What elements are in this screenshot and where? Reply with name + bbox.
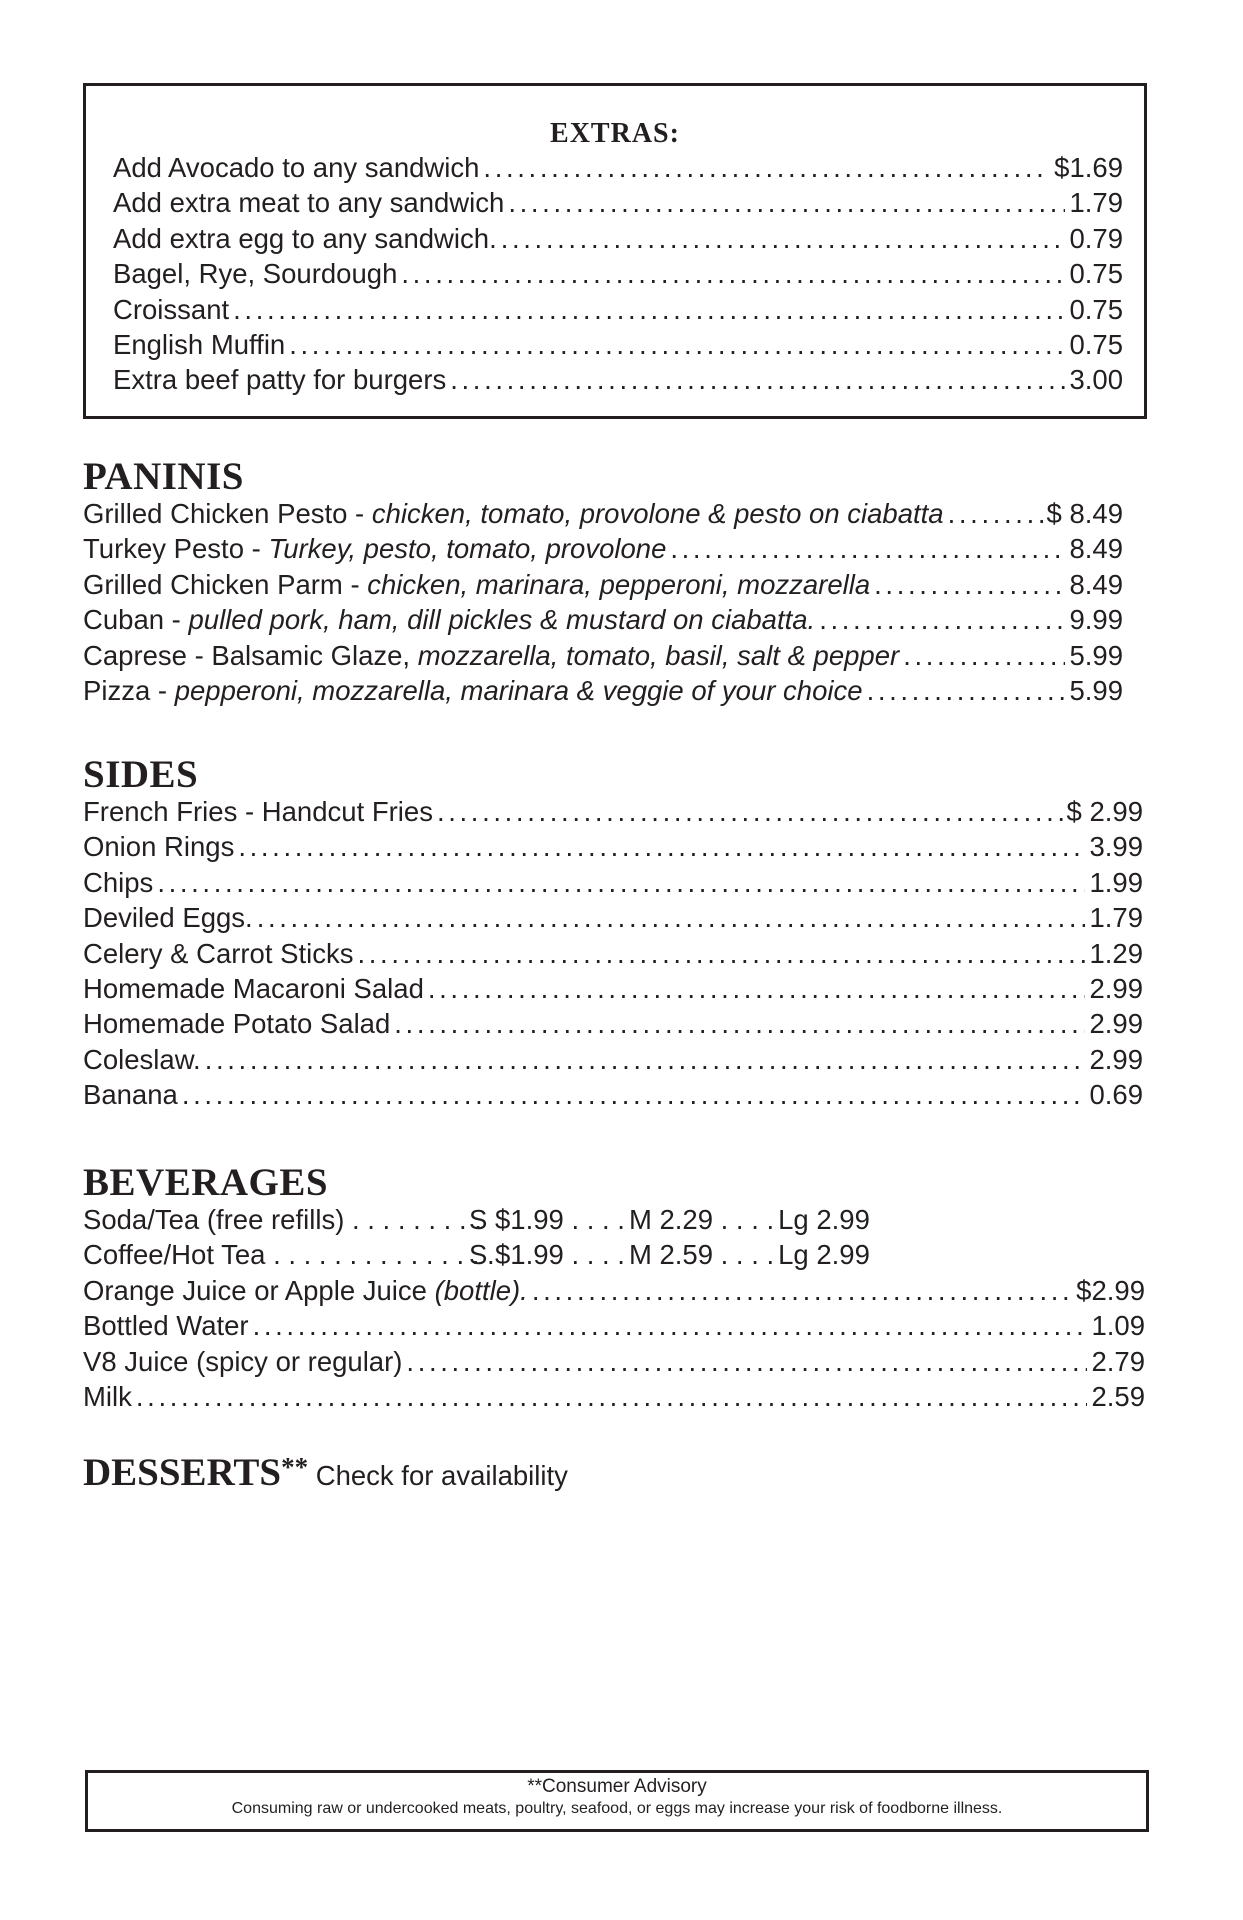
list-item	[83, 831, 1143, 866]
item-name: Milk	[83, 1380, 132, 1412]
item-price: 3.99	[1089, 831, 1143, 863]
item-name: Cuban - pulled pork, ham, dill pickles & mustard on ciabatta.	[83, 604, 816, 636]
price-medium: M 2.29 . . . .	[628, 1204, 775, 1235]
desserts-heading	[83, 1450, 568, 1495]
sides-list	[83, 796, 1143, 1115]
price-small: S $1.99 . . . .	[469, 1239, 625, 1271]
item-name: Grilled Chicken Parm - chicken, marinara, pepperoni, mozzarella	[83, 568, 871, 600]
section-title-desserts: DESSERTS	[83, 1451, 282, 1494]
leader-dots	[903, 640, 1065, 672]
leader-dots	[670, 533, 1065, 565]
item-name: Homemade Macaroni Salad	[83, 972, 424, 1004]
list-item	[83, 640, 1123, 675]
item-price: 0.75	[1069, 258, 1123, 290]
item-name: Deviled Eggs.	[83, 902, 253, 934]
item-price: 0.75	[1069, 293, 1123, 325]
item-price: 1.29	[1089, 937, 1143, 969]
list-item	[83, 1204, 1145, 1239]
extras-box	[83, 83, 1147, 419]
item-price: 2.99	[1089, 1008, 1143, 1040]
item-price: $ 2.99	[1066, 796, 1143, 827]
item-name: Onion Rings	[83, 831, 235, 863]
list-item	[83, 1275, 1145, 1310]
item-price: 8.49	[1069, 533, 1123, 565]
list-item	[83, 1079, 1143, 1114]
item-name: Bagel, Rye, Sourdough	[113, 258, 398, 290]
consumer-advisory-box	[85, 1770, 1149, 1832]
item-price: $ 8.49	[1046, 498, 1123, 529]
list-item	[113, 223, 1123, 258]
item-price: 2.79	[1091, 1345, 1145, 1377]
advisory-text: Consuming raw or undercooked meats, poultry, seafood, or eggs may increase your risk of foodborne illness.	[231, 1800, 1003, 1817]
leader-dots	[205, 1044, 1086, 1076]
item-price: 0.79	[1069, 222, 1123, 254]
leader-dots	[867, 675, 1066, 707]
price-large: Lg 2.99	[778, 1239, 870, 1271]
leader-dots	[157, 867, 1085, 899]
item-name: Coffee/Hot Tea . . . . . . . . . . . . . . .	[83, 1239, 495, 1271]
list-item	[83, 867, 1143, 902]
list-item	[83, 1044, 1143, 1079]
item-description: mozzarella, tomato, basil, salt & pepper	[417, 639, 900, 671]
price-large: Lg 2.99	[778, 1204, 870, 1235]
list-item	[83, 1239, 1145, 1274]
item-name: Bottled Water	[83, 1310, 249, 1342]
list-item	[113, 294, 1123, 329]
item-name: French Fries - Handcut Fries	[83, 796, 433, 827]
leader-dots	[401, 258, 1065, 290]
leader-dots	[501, 223, 1066, 255]
item-name: Chips	[83, 866, 154, 898]
list-item	[83, 569, 1123, 604]
leader-dots	[289, 329, 1065, 361]
item-name: Turkey Pesto - Turkey, pesto, tomato, provolone	[83, 533, 667, 565]
section-title-paninis: PANINIS	[83, 455, 244, 498]
list-item	[83, 533, 1123, 568]
item-price: 0.75	[1069, 328, 1123, 360]
list-item	[83, 796, 1143, 831]
item-price: 3.00	[1069, 364, 1123, 396]
item-name: V8 Juice (spicy or regular)	[83, 1345, 403, 1377]
leader-dots	[428, 973, 1086, 1005]
item-description: Turkey, pesto, tomato, provolone	[268, 533, 667, 565]
list-item	[113, 187, 1123, 222]
leader-dots	[394, 1008, 1085, 1040]
leader-dots	[182, 1079, 1086, 1111]
leader-dots	[532, 1275, 1072, 1307]
item-price: 2.59	[1091, 1380, 1145, 1412]
list-item	[113, 329, 1123, 364]
item-name: Celery & Carrot Sticks	[83, 937, 354, 969]
leader-dots	[948, 498, 1043, 530]
price-medium: M 2.59 . . . .	[628, 1239, 775, 1271]
list-item	[83, 675, 1123, 710]
item-name: Extra beef patty for burgers	[113, 364, 447, 396]
list-item	[83, 604, 1123, 639]
item-name: Croissant	[113, 293, 230, 325]
beverages-list	[83, 1204, 1145, 1416]
item-description: pulled pork, ham, dill pickles & mustard on ciabatta.	[188, 604, 816, 636]
leader-dots	[450, 364, 1065, 396]
item-price: 1.99	[1089, 866, 1143, 898]
item-price: 0.69	[1089, 1079, 1143, 1111]
item-description: chicken, tomato, provolone & pesto on ciabatta	[371, 498, 944, 529]
item-price: $2.99	[1076, 1274, 1145, 1306]
price-small: S $1.99 . . . .	[469, 1204, 625, 1235]
list-item	[83, 1310, 1145, 1345]
item-description: chicken, marinara, pepperoni, mozzarella	[367, 568, 871, 600]
leader-dots	[819, 604, 1065, 636]
item-price: 5.99	[1069, 674, 1123, 706]
paninis-list	[83, 498, 1123, 710]
leader-dots	[357, 938, 1085, 970]
advisory-title: **Consumer Advisory	[527, 1776, 707, 1797]
item-name: Add Avocado to any sandwich	[113, 152, 480, 183]
item-name: Pizza - pepperoni, mozzarella, marinara & veggie of your choice	[83, 674, 863, 706]
item-price: 1.79	[1089, 902, 1143, 934]
list-item	[83, 902, 1143, 937]
list-item	[83, 1008, 1143, 1043]
item-name: Add extra meat to any sandwich	[113, 187, 505, 219]
leader-dots	[483, 152, 1050, 184]
list-item	[83, 938, 1143, 973]
item-name: Homemade Potato Salad	[83, 1008, 391, 1040]
item-price: 2.99	[1089, 1043, 1143, 1075]
leader-dots	[253, 1310, 1088, 1342]
list-item	[113, 152, 1123, 187]
list-item	[83, 1346, 1145, 1381]
item-name: Banana	[83, 1079, 178, 1111]
desserts-note: Check for availability	[315, 1460, 568, 1491]
item-description: pepperoni, mozzarella, marinara & veggie of your choice	[174, 674, 863, 706]
leader-dots	[257, 902, 1086, 934]
item-price: 9.99	[1069, 604, 1123, 636]
item-name: Add extra egg to any sandwich.	[113, 222, 497, 254]
leader-dots	[437, 796, 1063, 828]
leader-dots	[874, 569, 1065, 601]
list-item	[83, 1381, 1145, 1416]
section-title-beverages: BEVERAGES	[83, 1161, 329, 1204]
item-name: English Muffin	[113, 328, 286, 360]
item-price: 5.99	[1069, 639, 1123, 671]
item-name: Soda/Tea (free refills) . . . . . . . . .	[83, 1204, 482, 1235]
item-name: Orange Juice or Apple Juice (bottle).	[83, 1274, 528, 1306]
item-description: (bottle).	[434, 1274, 528, 1306]
extras-title: EXTRAS:	[550, 118, 680, 149]
item-price: 1.79	[1069, 187, 1123, 219]
item-price: $1.69	[1054, 152, 1123, 183]
leader-dots	[238, 831, 1085, 863]
leader-dots	[406, 1346, 1087, 1378]
list-item	[83, 973, 1143, 1008]
item-price: 1.09	[1091, 1310, 1145, 1342]
list-item	[83, 498, 1123, 533]
item-name: Caprese - Balsamic Glaze, mozzarella, tomato, basil, salt & pepper	[83, 639, 900, 671]
list-item	[113, 364, 1123, 399]
desserts-stars: **	[281, 1452, 309, 1482]
extras-list	[113, 152, 1123, 400]
item-price: 8.49	[1069, 568, 1123, 600]
item-name: Grilled Chicken Pesto - chicken, tomato, provolone & pesto on ciabatta	[83, 498, 944, 529]
section-title-sides: SIDES	[83, 753, 199, 796]
leader-dots	[136, 1381, 1088, 1413]
leader-dots	[508, 187, 1065, 219]
item-price: 2.99	[1089, 972, 1143, 1004]
list-item	[113, 258, 1123, 293]
leader-dots	[233, 294, 1065, 326]
item-name: Coleslaw.	[83, 1043, 201, 1075]
